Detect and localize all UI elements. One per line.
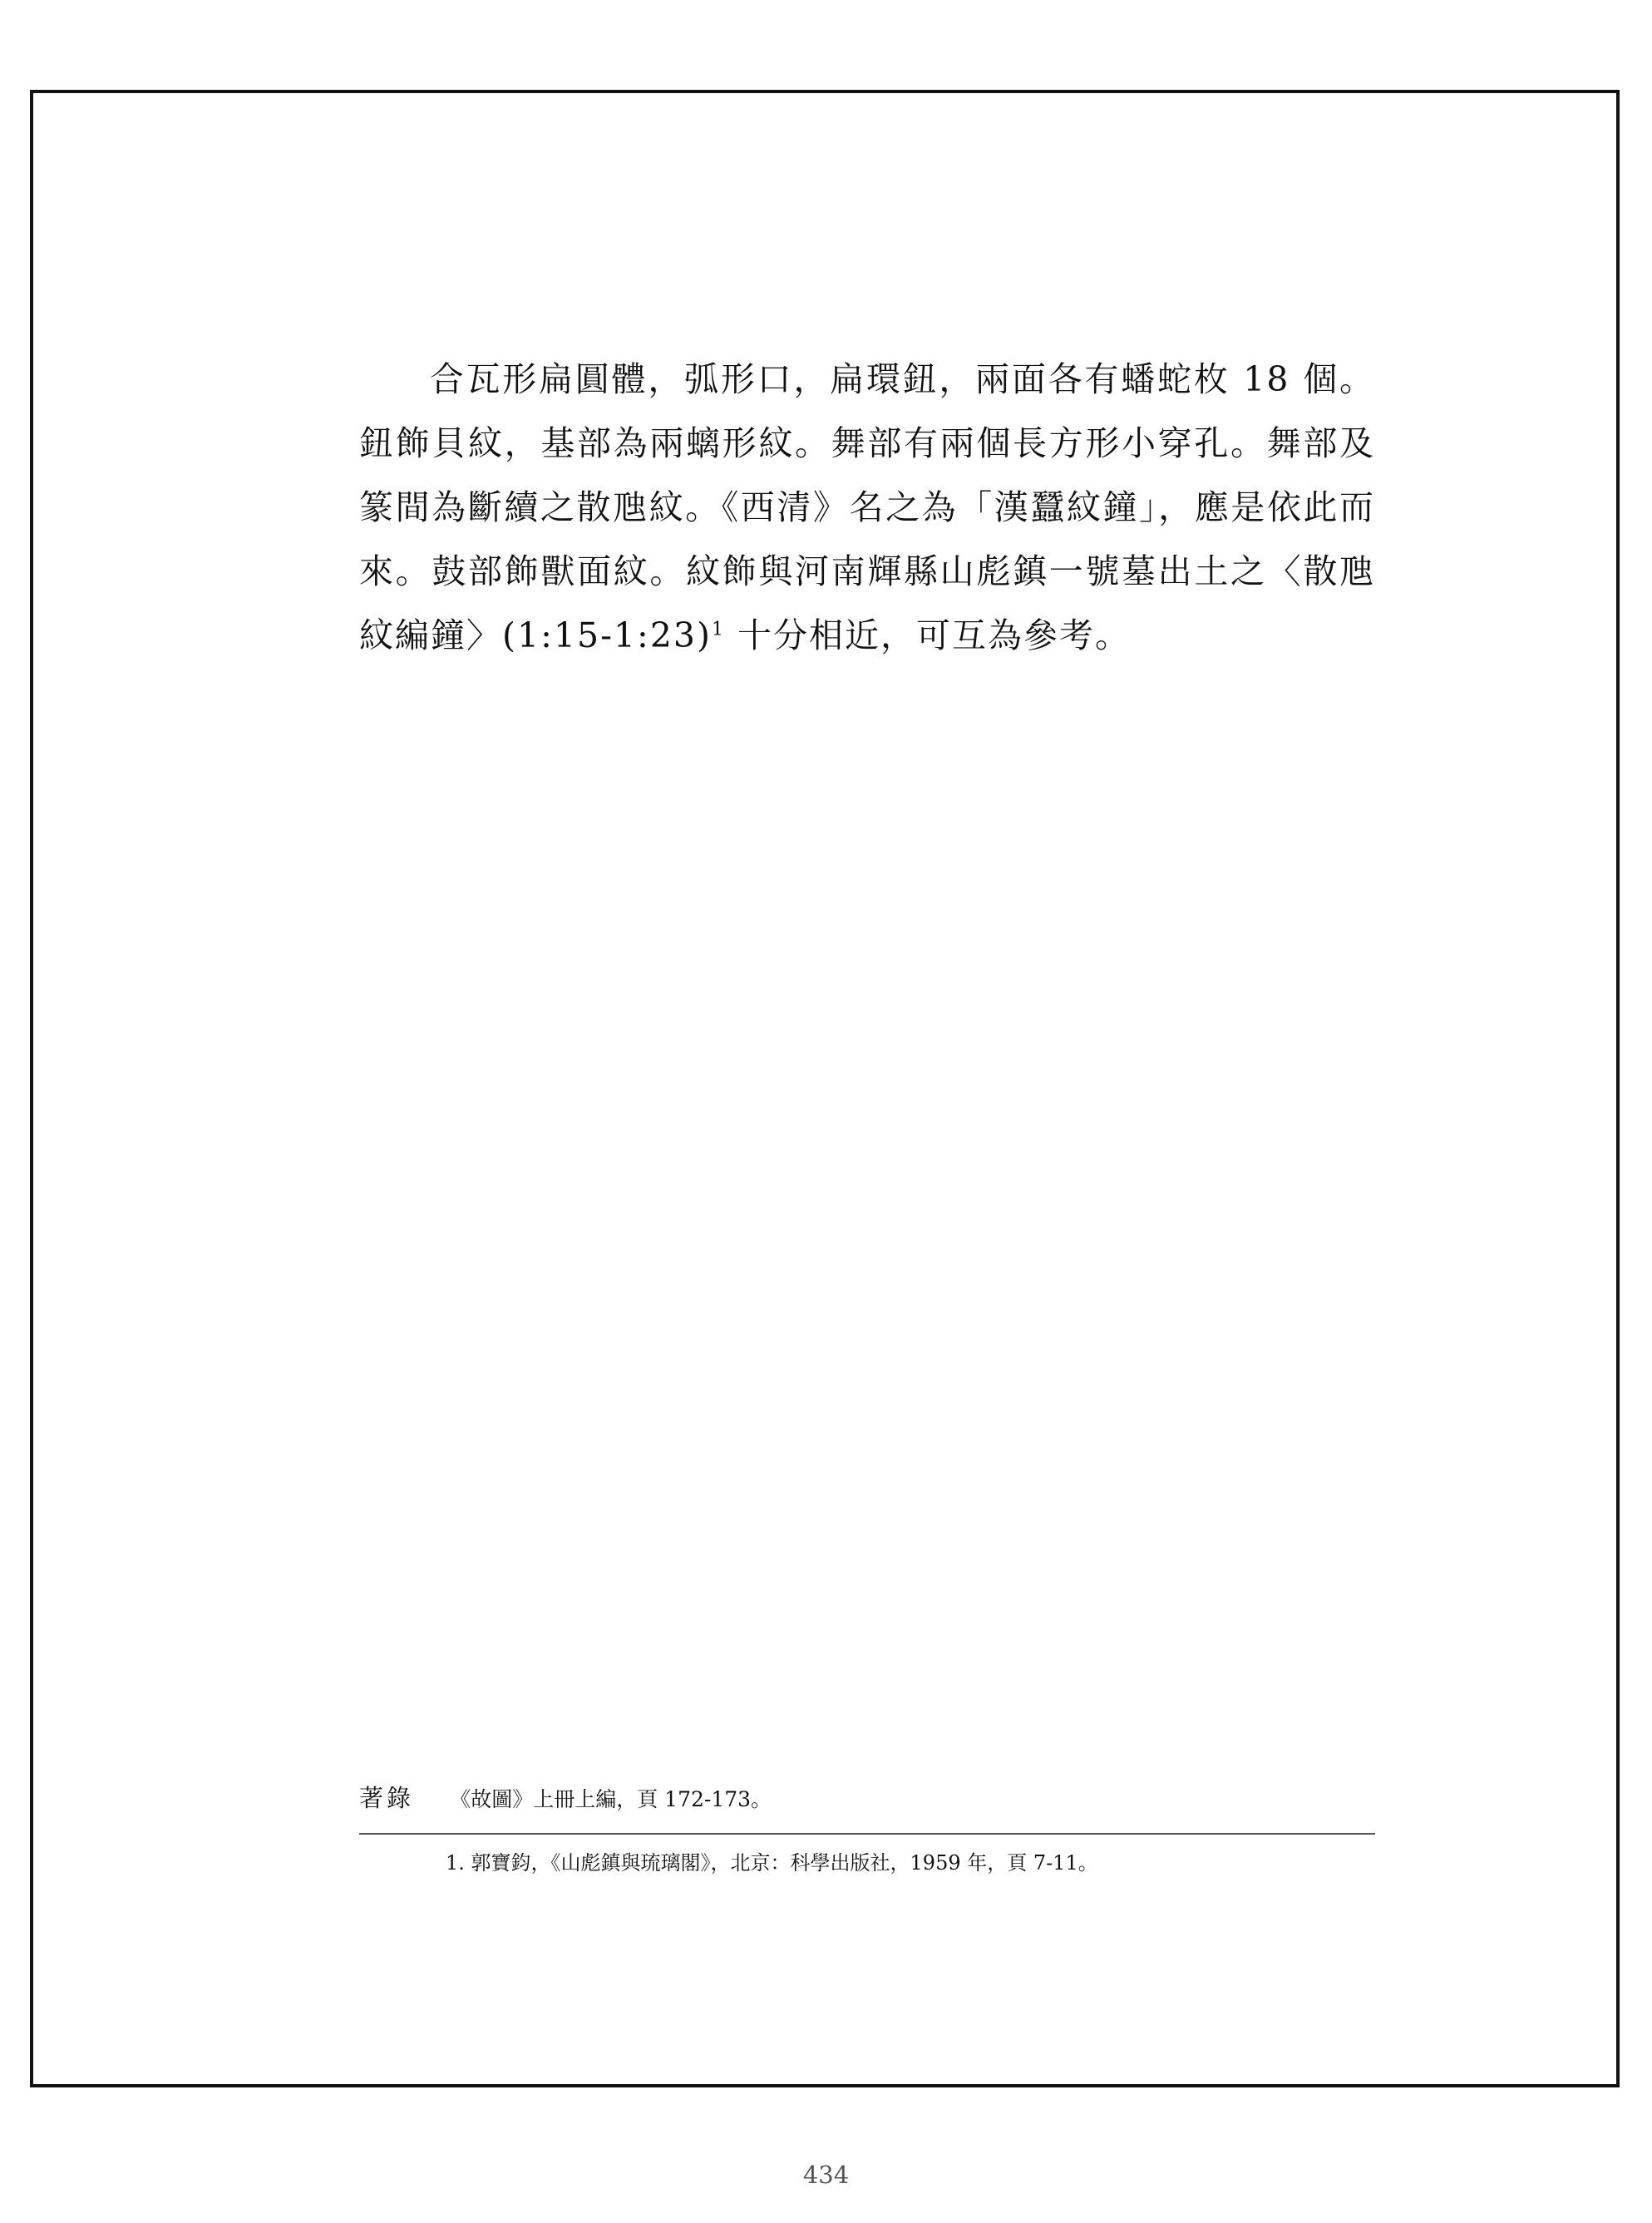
footnote: 1. 郭寶鈞，《山彪鎮與琉璃閣》，北京：科學出版社，1959 年，頁 7-11。: [446, 1851, 1098, 1875]
footnote-divider: [359, 1833, 1375, 1835]
body-text-part1: 合瓦形扁圓體，弧形口，扁環鈕，兩面各有蟠蛇枚 18 個。鈕飾貝紋，基部為兩螭形紋。舞部有兩個長方形小穿孔。舞部及篆間為斷續之散虺紋。《西清》名之為「漢蠶紋鐘」，應是依此而來。鼓部飾獸面紋。紋飾與河南輝縣山彪鎮一號墓出土之〈散虺紋編鐘〉(1:15-1:23): [359, 359, 1375, 655]
catalog-label: 著錄: [359, 1784, 415, 1812]
catalog-entry: [359, 1781, 772, 1816]
footnote-reference: 1: [711, 619, 725, 640]
body-paragraph: [359, 348, 1375, 668]
body-text-part2: 十分相近，可互為參考。: [724, 615, 1132, 655]
catalog-text: 《故圖》上冊上編，頁 172-173。: [450, 1787, 772, 1811]
page-number: 434: [802, 2161, 850, 2189]
